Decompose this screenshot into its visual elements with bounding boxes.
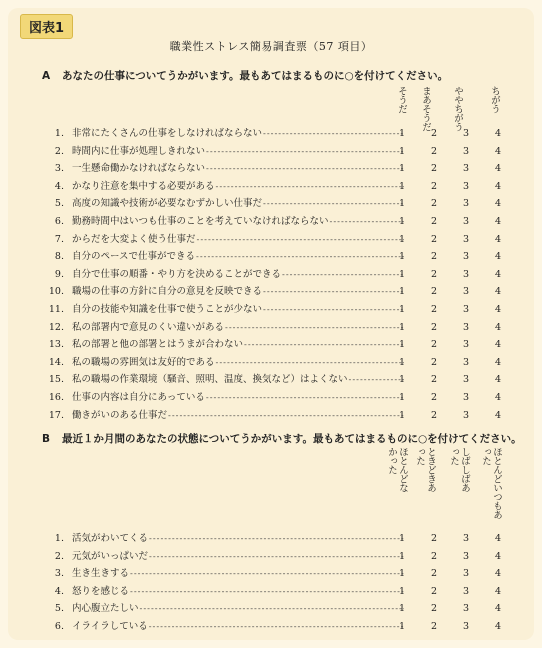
question-number: 2. xyxy=(54,145,64,157)
question-number: 5. xyxy=(54,603,64,615)
section-a-heading xyxy=(42,68,448,83)
question-text xyxy=(72,389,404,406)
answer-option-3[interactable]: 3 xyxy=(462,339,470,351)
answer-option-3[interactable]: 3 xyxy=(462,198,470,210)
answer-option-2[interactable]: 2 xyxy=(430,198,438,210)
answer-option-1[interactable]: 1 xyxy=(398,603,406,615)
answer-option-3[interactable]: 3 xyxy=(462,251,470,263)
answer-option-4[interactable]: 4 xyxy=(494,216,502,227)
question-text-label: かなり注意を集中する必要がある xyxy=(72,180,215,192)
question-number: 8. xyxy=(54,251,64,263)
answer-option-2[interactable]: 2 xyxy=(430,533,438,544)
answer-option-1[interactable]: 1 xyxy=(398,356,406,368)
question-text xyxy=(72,407,404,424)
answer-option-4[interactable]: 4 xyxy=(494,233,502,245)
question-number: 16. xyxy=(48,392,64,403)
answer-option-4[interactable]: 4 xyxy=(494,409,502,421)
answer-option-1[interactable]: 1 xyxy=(398,216,406,227)
question-row xyxy=(42,618,512,635)
section-b-heading xyxy=(42,431,522,446)
question-text xyxy=(72,195,404,212)
question-text-label: 自分の技能や知識を仕事で使うことが少ない xyxy=(72,304,263,315)
question-row xyxy=(42,583,512,600)
answer-option-3[interactable]: 3 xyxy=(462,128,470,139)
question-number: 5. xyxy=(54,198,64,210)
section-a-header-4: ちがう xyxy=(489,86,500,113)
question-text xyxy=(72,283,404,300)
question-text xyxy=(72,530,404,547)
answer-option-2[interactable]: 2 xyxy=(430,339,438,351)
answer-option-2[interactable]: 2 xyxy=(430,180,438,192)
question-text xyxy=(72,266,404,283)
question-number: 12. xyxy=(48,321,64,333)
answer-option-3[interactable]: 3 xyxy=(462,163,470,175)
answer-option-4[interactable]: 4 xyxy=(494,585,502,597)
question-number: 11. xyxy=(48,304,64,315)
question-row xyxy=(42,336,512,353)
answer-option-2[interactable]: 2 xyxy=(430,268,438,280)
answer-option-1[interactable]: 1 xyxy=(398,550,406,562)
answer-option-1[interactable]: 1 xyxy=(398,568,406,580)
question-text-label: 私の部署と他の部署とはうまが合わない xyxy=(72,339,244,351)
answer-option-1[interactable]: 1 xyxy=(398,145,406,157)
question-text xyxy=(72,600,404,617)
question-number: 7. xyxy=(54,233,64,245)
question-row xyxy=(42,389,512,406)
question-text-label: 時間内に仕事が処理しきれない xyxy=(72,145,206,157)
question-number: 15. xyxy=(48,374,64,386)
question-row xyxy=(42,530,512,547)
question-row xyxy=(42,600,512,617)
answer-option-1[interactable]: 1 xyxy=(398,392,406,403)
question-text xyxy=(72,618,404,635)
question-number: 17. xyxy=(48,409,64,421)
answer-option-2[interactable]: 2 xyxy=(430,286,438,298)
answer-option-3[interactable]: 3 xyxy=(462,533,470,544)
answer-option-4[interactable]: 4 xyxy=(494,374,502,386)
answer-option-4[interactable]: 4 xyxy=(494,180,502,192)
answer-option-1[interactable]: 1 xyxy=(398,128,406,139)
answer-option-2[interactable]: 2 xyxy=(430,374,438,386)
question-text-label: 元気がいっぱいだ xyxy=(72,550,149,562)
question-number: 2. xyxy=(54,550,64,562)
question-text-label: 私の部署内で意見のくい違いがある xyxy=(72,321,225,333)
document-title: 職業性ストレス簡易調査票（57 項目） xyxy=(169,40,373,53)
question-number: 1. xyxy=(54,128,64,139)
answer-option-3[interactable]: 3 xyxy=(462,180,470,192)
question-number: 3. xyxy=(54,568,64,580)
answer-option-4[interactable]: 4 xyxy=(494,356,502,368)
answer-option-3[interactable]: 3 xyxy=(462,621,470,632)
answer-option-3[interactable]: 3 xyxy=(462,550,470,562)
question-row xyxy=(42,125,512,142)
question-row xyxy=(42,565,512,582)
question-text-label: 活気がわいてくる xyxy=(72,533,149,544)
section-b-header-4: ほとんどいつもあった xyxy=(480,447,502,519)
answer-option-2[interactable]: 2 xyxy=(430,251,438,263)
answer-option-4[interactable]: 4 xyxy=(494,145,502,157)
question-row xyxy=(42,195,512,212)
answer-option-4[interactable]: 4 xyxy=(494,621,502,632)
answer-option-3[interactable]: 3 xyxy=(462,233,470,245)
question-number: 13. xyxy=(48,339,64,351)
question-text xyxy=(72,248,404,265)
question-number: 4. xyxy=(54,585,64,597)
question-text-label: 自分のペースで仕事ができる xyxy=(72,251,196,263)
question-text xyxy=(72,336,404,353)
question-number: 3. xyxy=(54,163,64,175)
answer-option-4[interactable]: 4 xyxy=(494,268,502,280)
question-number: 6. xyxy=(54,216,64,227)
question-text xyxy=(72,583,404,600)
answer-option-4[interactable]: 4 xyxy=(494,251,502,263)
question-row xyxy=(42,354,512,371)
answer-option-1[interactable]: 1 xyxy=(398,233,406,245)
question-text-label: 高度の知識や技術が必要なむずかしい仕事だ xyxy=(72,198,263,210)
question-text xyxy=(72,301,404,318)
answer-option-2[interactable]: 2 xyxy=(430,163,438,175)
question-text-label: 勤務時間中はいつも仕事のことを考えていなければならない xyxy=(72,216,329,227)
answer-option-1[interactable]: 1 xyxy=(398,286,406,298)
answer-option-2[interactable]: 2 xyxy=(430,356,438,368)
answer-option-2[interactable]: 2 xyxy=(430,321,438,333)
answer-option-3[interactable]: 3 xyxy=(462,286,470,298)
answer-option-1[interactable]: 1 xyxy=(398,304,406,315)
answer-option-4[interactable]: 4 xyxy=(494,568,502,580)
answer-option-3[interactable]: 3 xyxy=(462,374,470,386)
question-row xyxy=(42,283,512,300)
answer-option-3[interactable]: 3 xyxy=(462,321,470,333)
answer-option-1[interactable]: 1 xyxy=(398,321,406,333)
question-number: 10. xyxy=(48,286,64,298)
question-text-label: 自分で仕事の順番・やり方を決めることができる xyxy=(72,268,282,280)
answer-option-3[interactable]: 3 xyxy=(462,409,470,421)
answer-option-2[interactable]: 2 xyxy=(430,145,438,157)
section-a-header-1: そうだ xyxy=(396,86,407,113)
answer-option-3[interactable]: 3 xyxy=(462,268,470,280)
section-b-heading-text: 最近１か月間のあなたの状態についてうかがいます。最もあてはまるものに○を付けてください。 xyxy=(62,433,522,445)
section-b-header-3: しばしばあった xyxy=(448,447,470,492)
answer-option-4[interactable]: 4 xyxy=(494,550,502,562)
question-text xyxy=(72,160,404,177)
question-text-label: イライラしている xyxy=(72,621,148,632)
section-b-letter: B xyxy=(42,433,51,445)
answer-option-4[interactable]: 4 xyxy=(494,533,502,544)
question-row xyxy=(42,231,512,248)
section-b-header-1: ほとんどなかった xyxy=(386,447,408,492)
question-text-label: からだを大変よく使う仕事だ xyxy=(72,233,196,245)
question-number: 6. xyxy=(54,621,64,632)
answer-option-4[interactable]: 4 xyxy=(494,128,502,139)
answer-option-2[interactable]: 2 xyxy=(430,550,438,562)
answer-option-1[interactable]: 1 xyxy=(398,339,406,351)
answer-option-1[interactable]: 1 xyxy=(398,251,406,263)
question-text xyxy=(72,231,404,248)
answer-option-3[interactable]: 3 xyxy=(462,216,470,227)
answer-option-2[interactable]: 2 xyxy=(430,585,438,597)
question-text xyxy=(72,143,404,160)
question-row xyxy=(42,319,512,336)
question-row xyxy=(42,548,512,565)
answer-option-1[interactable]: 1 xyxy=(398,268,406,280)
answer-option-4[interactable]: 4 xyxy=(494,163,502,175)
section-a-header-3: ややちがう xyxy=(452,86,463,131)
question-text-label: 生き生きする xyxy=(72,568,130,580)
question-text-label: 私の職場の作業環境（騒音、照明、温度、換気など）はよくない xyxy=(72,374,348,386)
section-a-letter: A xyxy=(42,70,51,82)
question-number: 1. xyxy=(54,533,64,544)
question-text-label: 非常にたくさんの仕事をしなければならない xyxy=(72,128,263,139)
question-text xyxy=(72,354,404,371)
question-row xyxy=(42,160,512,177)
question-text-label: 働きがいのある仕事だ xyxy=(72,409,168,421)
figure-tag: 図表1 xyxy=(20,14,73,39)
answer-option-1[interactable]: 1 xyxy=(398,374,406,386)
answer-option-2[interactable]: 2 xyxy=(430,568,438,580)
question-row xyxy=(42,301,512,318)
answer-option-2[interactable]: 2 xyxy=(430,392,438,403)
question-row xyxy=(42,213,512,230)
answer-option-4[interactable]: 4 xyxy=(494,321,502,333)
answer-option-3[interactable]: 3 xyxy=(462,585,470,597)
answer-option-2[interactable]: 2 xyxy=(430,409,438,421)
question-row xyxy=(42,407,512,424)
answer-option-4[interactable]: 4 xyxy=(494,286,502,298)
question-text xyxy=(72,548,404,565)
answer-option-2[interactable]: 2 xyxy=(430,304,438,315)
section-a-header-2: まあそうだ xyxy=(420,86,431,131)
question-text xyxy=(72,213,404,230)
section-a-heading-text: あなたの仕事についてうかがいます。最もあてはまるものに○を付けてください。 xyxy=(62,70,449,82)
answer-option-2[interactable]: 2 xyxy=(430,603,438,615)
question-text xyxy=(72,178,404,195)
answer-option-3[interactable]: 3 xyxy=(462,603,470,615)
question-row xyxy=(42,178,512,195)
question-text xyxy=(72,371,404,388)
answer-option-1[interactable]: 1 xyxy=(398,163,406,175)
question-text-label: 仕事の内容は自分にあっている xyxy=(72,392,205,403)
answer-option-3[interactable]: 3 xyxy=(462,145,470,157)
answer-option-1[interactable]: 1 xyxy=(398,180,406,192)
question-row xyxy=(42,371,512,388)
answer-option-3[interactable]: 3 xyxy=(462,392,470,403)
answer-option-3[interactable]: 3 xyxy=(462,356,470,368)
question-number: 14. xyxy=(48,356,64,368)
answer-option-1[interactable]: 1 xyxy=(398,533,406,544)
question-number: 4. xyxy=(54,180,64,192)
question-row xyxy=(42,248,512,265)
answer-option-2[interactable]: 2 xyxy=(430,621,438,632)
answer-option-4[interactable]: 4 xyxy=(494,304,502,315)
section-b-header-2: ときどきあった xyxy=(414,447,436,492)
question-text-label: 一生懸命働かなければならない xyxy=(72,163,206,175)
question-text-label: 職場の仕事の方針に自分の意見を反映できる xyxy=(72,286,263,298)
answer-option-2[interactable]: 2 xyxy=(430,233,438,245)
question-row xyxy=(42,266,512,283)
question-text xyxy=(72,125,404,142)
question-text-label: 私の職場の雰囲気は友好的である xyxy=(72,356,215,368)
answer-option-4[interactable]: 4 xyxy=(494,339,502,351)
question-row xyxy=(42,143,512,160)
answer-option-1[interactable]: 1 xyxy=(398,409,406,421)
answer-option-1[interactable]: 1 xyxy=(398,585,406,597)
answer-option-3[interactable]: 3 xyxy=(462,304,470,315)
question-text xyxy=(72,565,404,582)
answer-option-3[interactable]: 3 xyxy=(462,568,470,580)
question-text-label: 怒りを感じる xyxy=(72,585,130,597)
answer-option-2[interactable]: 2 xyxy=(430,128,438,139)
question-text xyxy=(72,319,404,336)
answer-option-2[interactable]: 2 xyxy=(430,216,438,227)
answer-option-4[interactable]: 4 xyxy=(494,603,502,615)
answer-option-1[interactable]: 1 xyxy=(398,621,406,632)
answer-option-1[interactable]: 1 xyxy=(398,198,406,210)
question-number: 9. xyxy=(54,268,64,280)
question-text-label: 内心腹立たしい xyxy=(72,603,139,615)
answer-option-4[interactable]: 4 xyxy=(494,198,502,210)
answer-option-4[interactable]: 4 xyxy=(494,392,502,403)
